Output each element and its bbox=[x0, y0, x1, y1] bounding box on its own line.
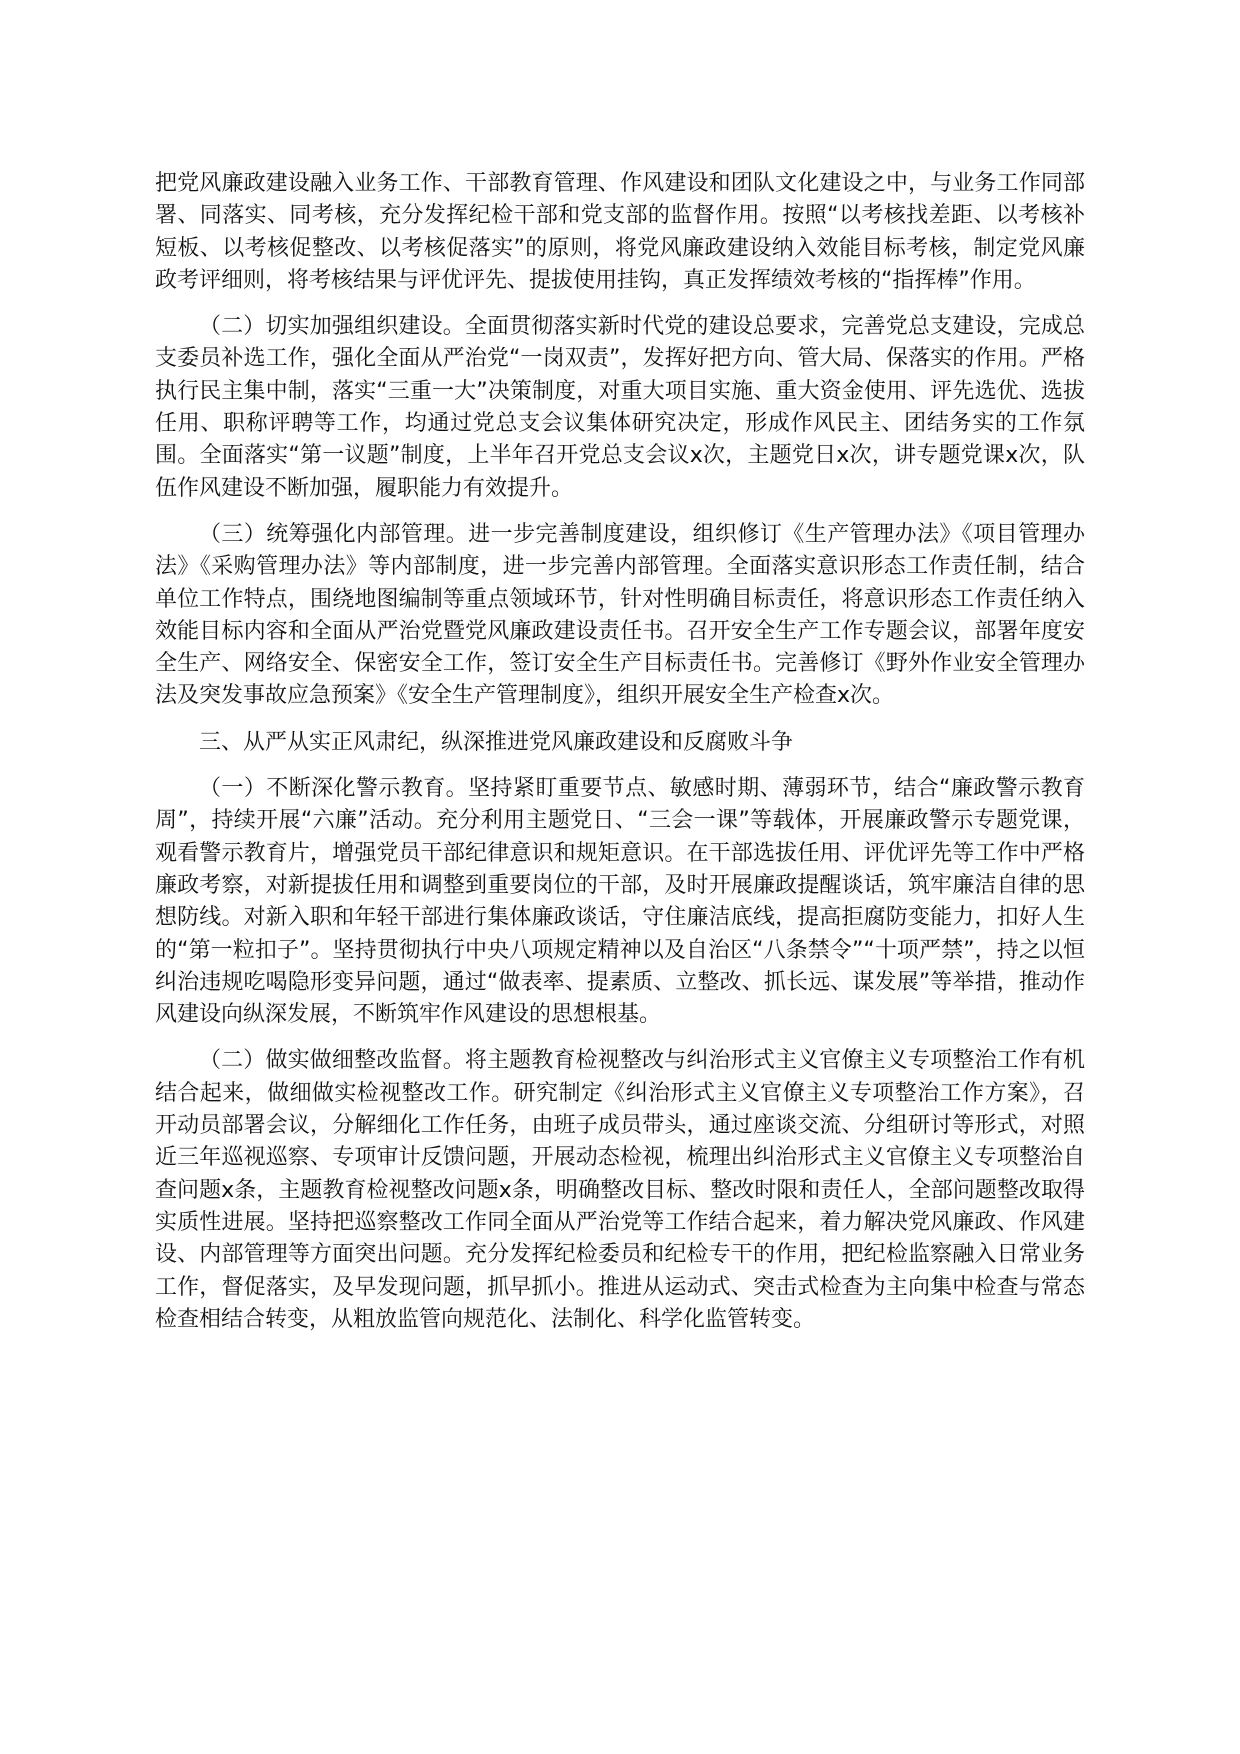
paragraph-warning-education: （一）不断深化警示教育。坚持紧盯重要节点、敏感时期、薄弱环节，结合“廉政警示教育周”，持续开展“六廉”活动。充分利用主题党日、“三会一课”等载体，开展廉政警示专题党课，观看警示教育片，增强党员干部纪律意识和规矩意识。在干部选拔任用、评优评先等工作中严格廉政考察，对新提拔任用和调整到重要岗位的干部，及时开展廉政提醒谈话，筑牢廉洁自律的思想防线。对新入职和年轻干部进行集体廉政谈话，守住廉洁底线，提高拒腐防变能力，扣好人生的“第一粒扣子”。坚持贯彻执行中央八项规定精神以及自治区“八条禁令”“十项严禁”，持之以恒纠治违规吃喝隐形变异问题，通过“做表率、提素质、立整改、抓长远、谋发展”等举措，推动作风建设向纵深发展，不断筑牢作风建设的思想根基。 bbox=[155, 776, 1085, 1028]
paragraph-party-integration: 把党风廉政建设融入业务工作、干部教育管理、作风建设和团队文化建设之中，与业务工作同部署、同落实、同考核，充分发挥纪检干部和党支部的监督作用。按照“以考核找差距、以考核补短板、以考核促整改、以考核促落实”的原则，将党风廉政建设纳入效能目标考核，制定党风廉政考评细则，将考核结果与评优评先、提拔使用挂钩，真正发挥绩效考核的“指挥棒”作用。 bbox=[155, 171, 1085, 293]
paragraph-organization-building: （二）切实加强组织建设。全面贯彻落实新时代党的建设总要求，完善党总支建设，完成总支委员补选工作，强化全面从严治党“一岗双责”，发挥好把方向、管大局、保落实的作用。严格执行民主集中制，落实“三重一大”决策制度，对重大项目实施、重大资金使用、评先选优、选拔任用、职称评聘等工作，均通过党总支会议集体研究决定，形成作风民主、团结务实的工作氛围。全面落实“第一议题”制度，上半年召开党总支会议x次，主题党日x次，讲专题党课x次，队伍作风建设不断加强，履职能力有效提升。 bbox=[155, 314, 1085, 501]
section-heading-three: 三、从严从实正风肃纪，纵深推进党风廉政建设和反腐败斗争 bbox=[199, 729, 794, 755]
paragraph-internal-management: （三）统筹强化内部管理。进一步完善制度建设，组织修订《生产管理办法》《项目管理办法》《采购管理办法》等内部制度，进一步完善内部管理。全面落实意识形态工作责任制，结合单位工作特点，围绕地图编制等重点领域环节，针对性明确目标责任，将意识形态工作责任纳入效能目标内容和全面从严治党暨党风廉政建设责任书。召开安全生产工作专题会议，部署年度安全生产、网络安全、保密安全工作，签订安全生产目标责任书。完善修订《野外作业安全管理办法及突发事故应急预案》《安全生产管理制度》，组织开展安全生产检查x次。 bbox=[155, 521, 1085, 709]
document-body bbox=[155, 168, 1085, 1350]
paragraph-rectification-supervision: （二）做实做细整改监督。将主题教育检视整改与纠治形式主义官僚主义专项整治工作有机结合起来，做细做实检视整改工作。研究制定《纠治形式主义官僚主义专项整治工作方案》，召开动员部署会议，分解细化工作任务，由班子成员带头，通过座谈交流、分组研讨等形式，对照近三年巡视巡察、专项审计反馈问题，开展动态检视，梳理出纠治形式主义官僚主义专项整治自查问题x条，主题教育检视整改问题x条，明确整改目标、整改时限和责任人，全部问题整改取得实质性进展。坚持把巡察整改工作同全面从严治党等工作结合起来，着力解决党风廉政、作风建设、内部管理等方面突出问题。充分发挥纪检委员和纪检专干的作用，把纪检监察融入日常业务工作，督促落实，及早发现问题，抓早抓小。推进从运动式、突击式检查为主向集中检查与常态检查相结合转变，从粗放监管向规范化、法制化、科学化监管转变。 bbox=[155, 1048, 1085, 1332]
